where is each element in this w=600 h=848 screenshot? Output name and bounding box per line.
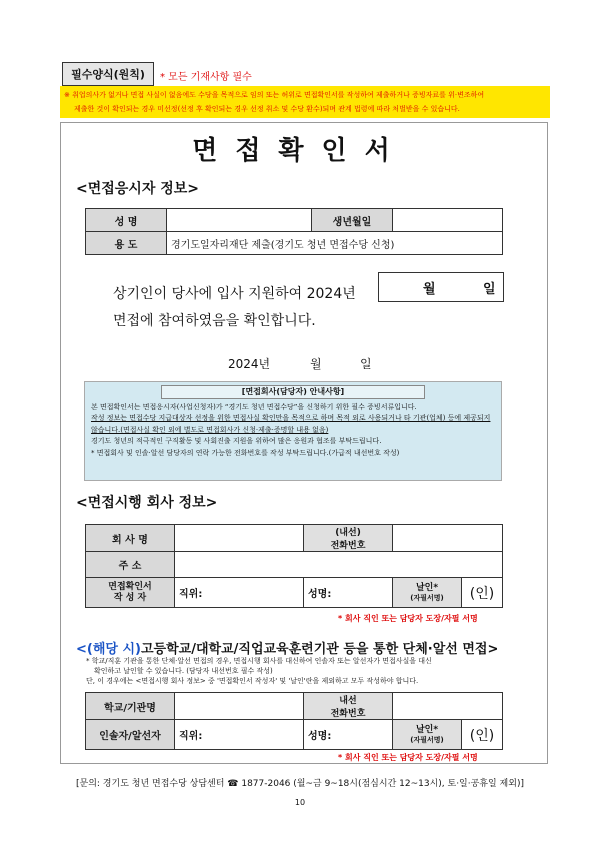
writer-position-cell[interactable] <box>175 578 304 608</box>
person-label: 인솔자/알선자 <box>86 720 175 750</box>
applicant-heading: <면접응시자 정보> <box>76 181 200 197</box>
page-number: 10 <box>294 798 306 807</box>
info-p4: * 면접회사 및 인솔·알선 담당자의 연락 가능한 전화번호를 작성 부탁드립니다.(가급적 내선번호 작성) <box>91 448 400 457</box>
purpose-label: 용 도 <box>86 232 167 255</box>
company-phone-label: (내선) 전화번호 <box>304 525 393 552</box>
company-name-label: 회 사 명 <box>86 525 175 552</box>
address-field[interactable] <box>175 552 503 578</box>
group-seal-label-cell <box>393 720 462 750</box>
person-name-cell[interactable] <box>304 720 393 750</box>
group-heading-prefix: <(해당 시) <box>76 642 141 657</box>
company-phone-field[interactable] <box>393 525 503 552</box>
address-label: 주 소 <box>86 552 175 578</box>
warning-line-2: 제출한 것이 확인되는 경우 미선정(선정 후 확인되는 경우 선정 취소 및 수당 환수)되며 관계 법령에 따라 처벌받을 수 있습니다. <box>74 105 460 113</box>
warning-line-1: ※ 취업의사가 없거나 면접 사실이 없음에도 수당을 목적으로 임의 또는 허위로 면접확인서를 작성하여 제출하거나 증빙자료를 위·변조하여 <box>64 91 485 99</box>
group-seal-label: 날인* <box>415 724 439 735</box>
info-p2: 작성 정보는 면접수당 지급대상자 선정을 위한 면접사실 확인만을 목적으로 하며 목적 외로 사용되거나 타 기관(업체) 등에 제공되지 않습니다.(면접사실 확인 외에 별도로 면접회사가 신청·제출·증명할 내용 없음) <box>91 414 491 434</box>
statement-line-2: 면접에 참여하였음을 확인합니다. <box>113 313 316 329</box>
seal-field[interactable]: (인) <box>462 578 503 608</box>
group-note-1b: 확인하고 날인할 수 있습니다. (담당자 내선번호 필수 작성) <box>94 667 273 675</box>
purpose-value: 경기도일자리재단 제출(경기도 청년 면접수당 신청) <box>167 232 503 255</box>
form-type-tag <box>62 62 154 86</box>
writer-name-cell[interactable] <box>304 578 393 608</box>
group-phone-label: 내선 전화번호 <box>304 693 393 720</box>
group-phone-field[interactable] <box>393 693 503 720</box>
seal-label-cell <box>393 578 462 608</box>
date-year: 2024년 <box>228 357 271 371</box>
info-p1: 본 면접확인서는 면접응시자(사업신청자)가 “경기도 청년 면접수당”을 신청하기 위한 필수 증빙서류입니다. <box>91 402 417 411</box>
group-table <box>85 692 503 750</box>
group-seal-field[interactable]: (인) <box>462 720 503 750</box>
seal-label: 날인* <box>415 582 439 593</box>
info-box <box>84 381 502 481</box>
name-field[interactable] <box>167 209 312 232</box>
required-note: * 모든 기재사항 필수 <box>160 72 252 83</box>
school-label: 학교/기관명 <box>86 693 175 720</box>
person-position-label: 직위: <box>179 731 203 742</box>
group-note-2: 단, 이 경우에는 <면접시행 회사 정보> 중 '면접확인서 작성자' 및 '날인'란을 제외하고 모두 작성하야 합니다. <box>86 677 419 685</box>
info-heading: [면접회사(담당자) 안내사항] <box>161 385 425 399</box>
group-heading-rest: 고등학교/대학교/직업교육훈련기관 등을 통한 단체·알선 면접> <box>140 642 499 657</box>
group-notes <box>86 656 506 686</box>
birth-field[interactable] <box>393 209 503 232</box>
company-seal-note: * 회사 직인 또는 담당자 도장/자필 서명 <box>338 614 478 623</box>
group-seal-note: * 회사 직인 또는 담당자 도장/자필 서명 <box>338 753 478 762</box>
group-heading <box>76 638 498 657</box>
date-month: 월 <box>310 357 322 371</box>
school-field[interactable] <box>175 693 304 720</box>
page-title: 면접확인서 <box>192 136 408 166</box>
day-label: 일 <box>483 282 496 297</box>
applicant-table <box>85 208 503 255</box>
statement-line-1: 상기인이 당사에 입사 지원하여 2024년 <box>113 286 356 302</box>
interview-date-box[interactable] <box>378 272 504 302</box>
sign-label: (자필서명) <box>410 593 444 602</box>
form-type-label: 필수양식(원칙) <box>71 68 145 81</box>
info-p3: 경기도 청년의 적극적인 구직활동 및 사회진출 지원을 위하여 많은 응원과 협조를 부탁드립니다. <box>91 437 382 445</box>
footer-contact: [문의: 경기도 청년 면접수당 상담센터 ☎ 1877-2046 (월~금 9~18시(점심시간 12~13시), 토·일·공휴일 제외)] <box>76 779 524 789</box>
birth-label: 생년월일 <box>312 209 393 232</box>
group-sign-label: (자필서명) <box>410 735 444 744</box>
company-table <box>85 524 503 608</box>
month-label: 월 <box>423 282 436 297</box>
person-position-cell[interactable] <box>175 720 304 750</box>
company-heading: <면접시행 회사 정보> <box>76 495 218 511</box>
writer-position-label: 직위: <box>179 589 203 600</box>
writer-name-label: 성명: <box>308 589 332 600</box>
warning-banner <box>60 86 550 118</box>
company-name-field[interactable] <box>175 525 304 552</box>
writer-label: 면접확인서 작 성 자 <box>86 578 175 608</box>
name-label: 성 명 <box>86 209 167 232</box>
person-name-label: 성명: <box>308 731 332 742</box>
date-day: 일 <box>360 357 372 371</box>
group-note-1: * 학교/직훈 기관을 통한 단체·알선 면접의 경우, 면접시행 회사를 대신하여 인솔자 또는 알선자가 면접사실을 대신 <box>86 657 432 665</box>
